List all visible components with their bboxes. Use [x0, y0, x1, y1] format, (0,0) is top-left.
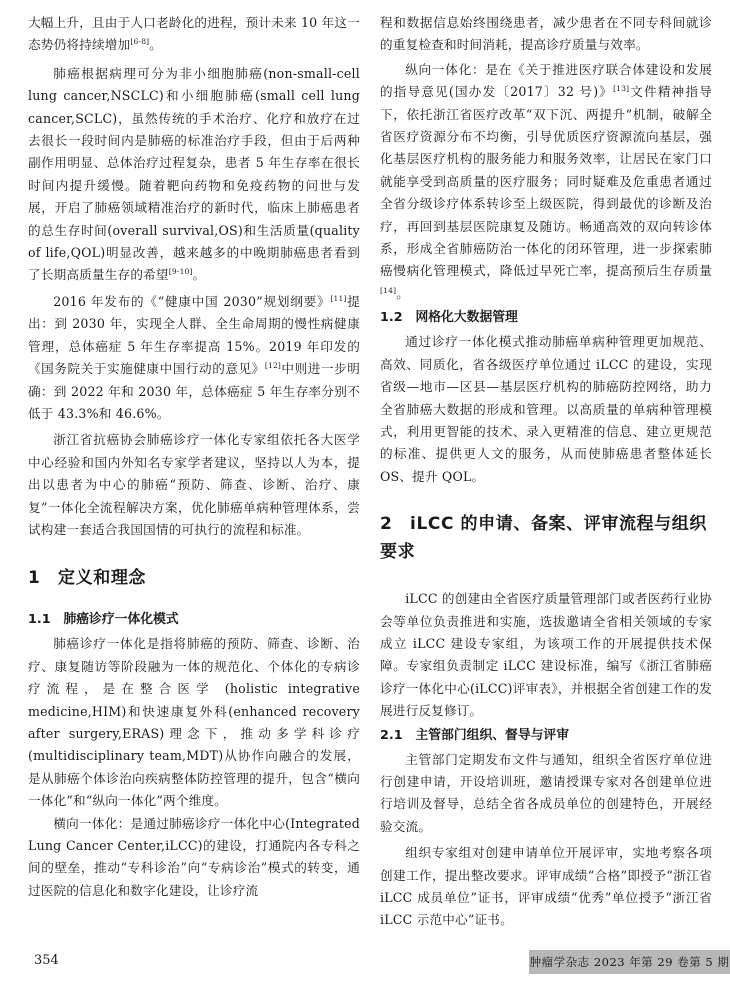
left-column — [28, 12, 360, 902]
model-paragraph: 肺癌诊疗一体化是指将肺癌的预防、筛查、诊断、治疗、康复随访等阶段融为一体的规范化、个体化的专病诊疗流程，是在整合医学 (holistic integrative medicine,HIM)和快速康复外科(enhanced recovery after surgery,ERAS)理念下，推动多学科诊疗(multidisciplinary team,MDT)从协作向融合的发展，是从肺癌个体诊治向疾病整体防控管理的提升，包含“横向一体化”和“纵向一体化”两个维度。 — [28, 636, 360, 809]
policy-text-b: 提出：到 2030 年，实现全人群、全生命周期的慢性病健康管理，总体癌症 5 年生存率提高 15%。2019 年印发的《国务院关于实施健康中国行动的意见》 — [28, 293, 360, 377]
citation-12[interactable]: [12] — [264, 360, 282, 370]
citation-6-8[interactable]: [6-8] — [130, 37, 150, 47]
intro-continuation-text: 大幅上升，且由于人口老龄化的进程，预计未来 10 年这一态势仍将持续增加 — [28, 15, 360, 53]
vertical-integration-paragraph — [380, 59, 712, 305]
vertical-text-a: 纵向一体化：是在《关于推进医疗联合体建设和发展的指导意见(国办发〔2017〕32 号)》 — [380, 61, 712, 100]
punctuation: 。 — [192, 267, 206, 283]
policy-paragraph — [28, 291, 360, 425]
horizontal-continuation-paragraph: 程和数据信息始终围绕患者，减少患者在不同专科间就诊的重复检查和时间消耗，提高诊疗质量与效率。 — [380, 15, 712, 53]
punctuation: 。 — [396, 285, 409, 301]
proposal-paragraph: 浙江省抗癌协会肺癌诊疗一体化专家组依托各大医学中心经验和国内外知名专家学者建议，坚持以人为本，提出以患者为中心的肺癌“预防、筛查、诊断、治疗、康复”一体化全流程解决方案，优化肺癌单病种管理体系，尝试构建一套适合我国国情的可执行的流程和标准。 — [28, 432, 360, 537]
classification-paragraph — [28, 63, 360, 287]
grid-management-paragraph: 通过诊疗一体化模式推动肺癌单病种管理更加规范、高效、同质化，省各级医疗单位通过 iLCC 的建设，实现省级—地市—区县—基层医疗机构的肺癌防控网络，助力全省肺癌大数据的形成和管理。以高质量的单病种管理模式，利用更智能的技术、录入更精准的信息、建立更规范的标准、提供更人文的服务，从而使肺癌患者整体延长 OS、提升 QOL。 — [380, 334, 712, 484]
policy-text-c: 中则进一步明确：到 2022 年和 2030 年，总体癌症 5 年生存率分别不低于 43.3%和 46.6%。 — [28, 361, 360, 421]
page-footer — [0, 950, 730, 978]
policy-text-a: 2016 年发布的《“健康中国 2030”规划纲要》 — [53, 293, 331, 309]
journal-issue-banner: 肿瘤学杂志 2023 年第 29 卷第 5 期 — [529, 950, 730, 974]
vertical-text-b: 文件精神指导下，依托浙江省医疗改革“双下沉、两提升”机制，破解全省医疗资源分布不均衡，引导优质医疗资源流向基层，强化基层医疗机构的服务能力和服务效率，让居民在家门口就能享受到高质量的医疗服务；同时疑难及危重患者通过全省分级诊疗体系转诊至上级医院，得到最优的诊断及治疗，再回到基层医院康复及随访。畅通高效的双向转诊体系，形成全省肺癌防治一体化的闭环管理，进一步探索肺癌慢病化管理模式，降低过早死亡率，提高预后生存质量 — [380, 84, 713, 279]
page-number: 354 — [34, 953, 59, 968]
citation-14[interactable]: [14] — [380, 285, 397, 295]
ilcc-creation-paragraph: iLCC 的创建由全省医疗质量管理部门或者医药行业协会等单位负责推进和实施，选拔邀请全省相关领域的专家成立 iLCC 建设专家组，为该项工作的开展提供技术保障。专家组负责制定 iLCC 建设标准，编写《浙江省肺癌诊疗一体化中心(iLCC)评审表》，并根据全省创建工作的发展进行反复修订。 — [380, 591, 712, 719]
horizontal-integration-paragraph: 横向一体化：是通过肺癌诊疗一体化中心(Integrated Lung Cancer Center,iLCC)的建设，打通院内各专科之间的壁垒，推动“专科诊治”向“专病诊治”模式的转变，通过医院的信息化和数字化建设，让诊疗流 — [28, 815, 360, 898]
punctuation: 。 — [149, 37, 163, 53]
subsection-2-1-heading: 2.1 主管部门组织、督导与评审 — [380, 727, 570, 743]
subsection-1-2-heading: 1.2 网格化大数据管理 — [380, 310, 518, 326]
right-column — [380, 12, 712, 932]
review-paragraph: 组织专家组对创建申请单位开展评审，实地考察各项创建工作，提出整改要求。评审成绩“合格”即授予“浙江省 iLCC 成员单位”证书，评审成绩“优秀”单位授予“浙江省 iLCC 示范中心”证书。 — [380, 845, 712, 928]
intro-continuation-paragraph — [28, 12, 360, 57]
subsection-1-1-heading: 1.1 肺癌诊疗一体化模式 — [28, 612, 179, 628]
citation-9-10[interactable]: [9-10] — [168, 267, 193, 277]
supervision-paragraph: 主管部门定期发布文件与通知，组织全省医疗单位进行创建申请，开设培训班，邀请授课专家对各创建单位进行培训及督导，总结全省各成员单位的创建特色，开展经验交流。 — [380, 751, 712, 834]
section-1-heading: 1 定义和理念 — [28, 568, 147, 589]
classification-text: 肺癌根据病理可分为非小细胞肺癌(non-small-cell lung cancer,NSCLC)和小细胞肺癌(small cell lung cancer,SCLC)，虽然传统的手术治疗、化疗和放疗在过去很长一段时间内是肺癌的标准治疗手段，但由于后两种副作用明显、总体治疗过程复杂，患者 5 年生存率在很长时间内提升缓慢。随着靶向药物和免疫药物的问世与发展，开启了肺癌领域精准治疗的新时代，临床上肺癌患者的总生存时间(overall survival,OS)和生活质量(quality of life,QOL)明显改善，越来越多的中晚期肺癌患者看到了长期高质量生存的希望 — [28, 65, 360, 283]
citation-11[interactable]: [11] — [330, 293, 347, 303]
citation-13[interactable]: [13] — [613, 84, 630, 94]
section-2-heading: 2 iLCC 的申请、备案、评审流程与组织要求 — [380, 514, 707, 563]
